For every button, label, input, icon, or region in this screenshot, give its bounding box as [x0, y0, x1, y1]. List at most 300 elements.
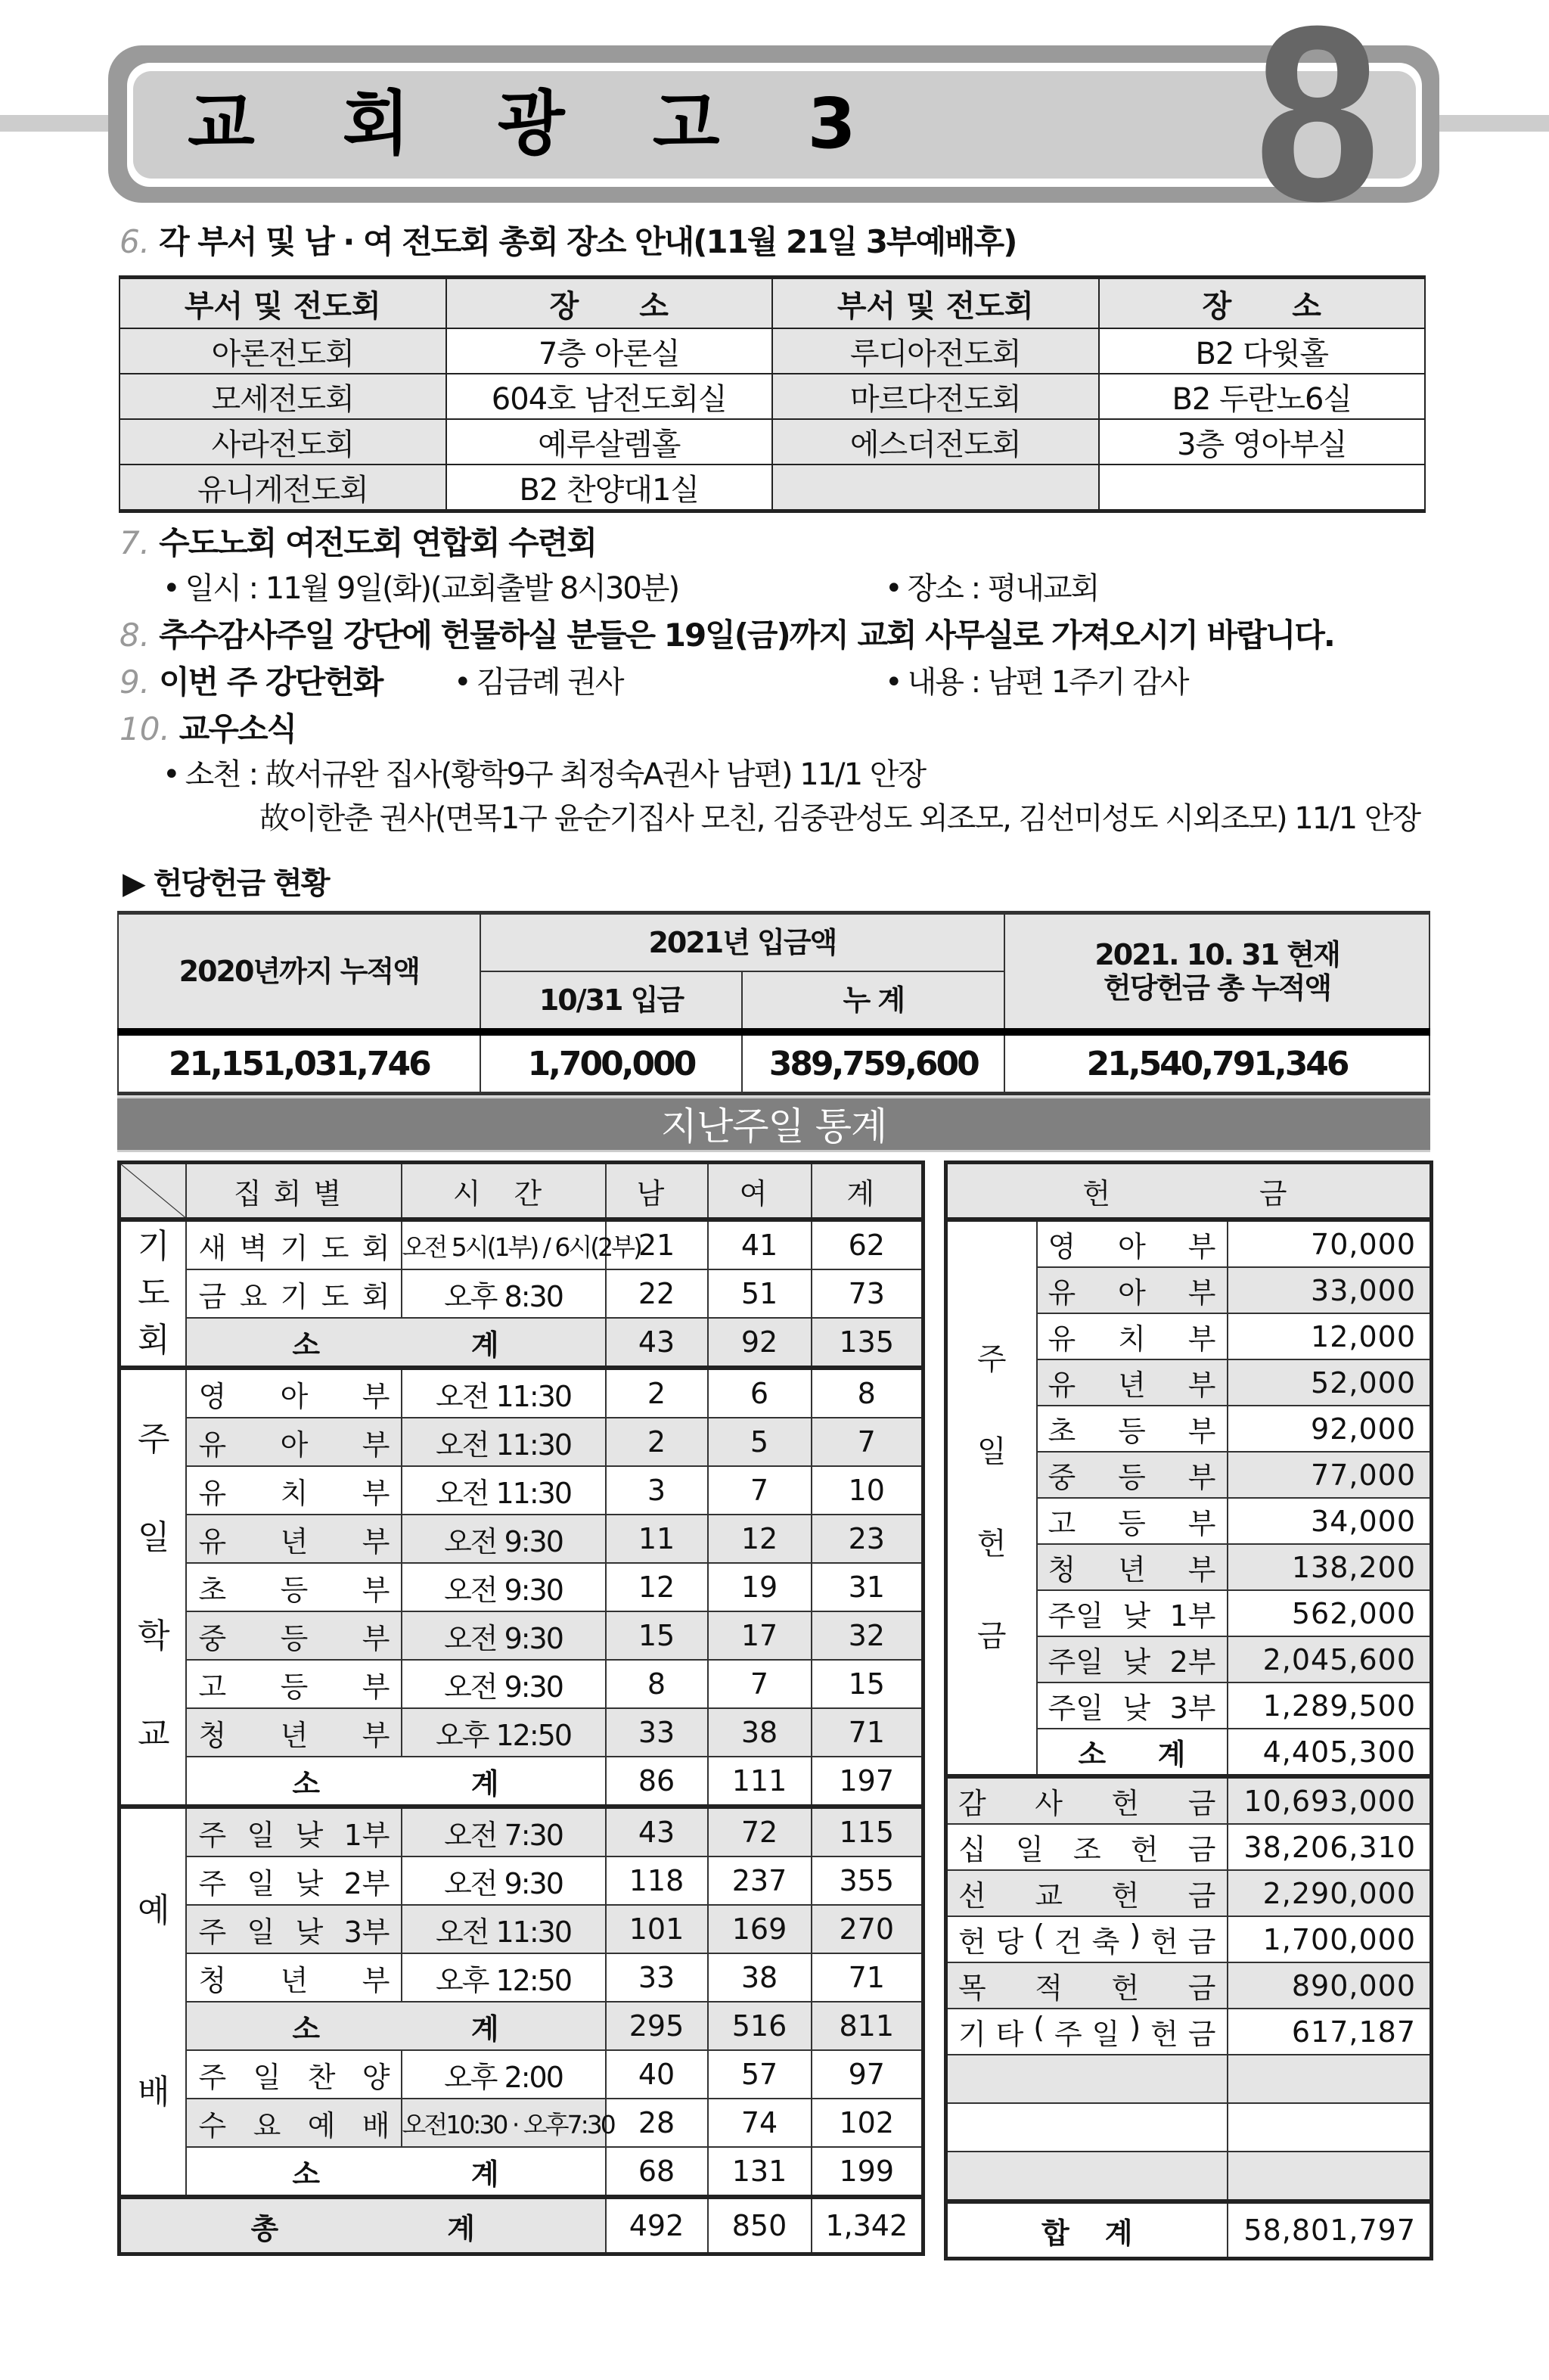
offering-name-text — [958, 2210, 1216, 2251]
count-m: 68 — [606, 2147, 708, 2197]
name-char: 합 — [1041, 2216, 1069, 2250]
name-char: 영 — [198, 1379, 227, 1413]
subtotal-label-text — [187, 1322, 605, 1363]
group-cell — [772, 465, 1099, 511]
count-f: 38 — [708, 1708, 812, 1757]
table-row — [120, 1418, 924, 1466]
name-char: 년 — [280, 1718, 309, 1752]
name-char: 유 — [198, 1428, 227, 1462]
name-char: 사 — [1035, 1787, 1063, 1820]
meeting-name — [186, 2099, 402, 2147]
table-row — [120, 1368, 924, 1418]
col-header: 계 — [812, 1163, 924, 1220]
table-row — [120, 2099, 924, 2147]
subtotal-row — [120, 1757, 924, 1807]
name-char: 고 — [198, 1670, 227, 1704]
meeting-time: 오전 11:30 — [402, 1418, 606, 1466]
offering-name-text — [1048, 1454, 1216, 1496]
meeting-time: 오전 5시(1부) / 6시(2부) — [402, 1220, 606, 1269]
count-t: 73 — [812, 1269, 924, 1318]
offering-name — [946, 2009, 1228, 2055]
count-m: 40 — [606, 2050, 708, 2099]
offering-amount: 2,290,000 — [1228, 1870, 1432, 1916]
name-char: 등 — [280, 1573, 309, 1607]
label-char: 소 — [292, 1766, 321, 1801]
grand-total-row — [946, 2201, 1432, 2259]
name-char: 1부 — [343, 1818, 390, 1852]
name-char: 회 — [362, 1279, 390, 1313]
name-char: 목 — [958, 1971, 986, 2005]
name-char: 주 — [1054, 2018, 1082, 2051]
offering-name — [1037, 1682, 1228, 1729]
name-char: 십 — [958, 1833, 986, 1866]
meeting-name — [186, 1953, 402, 2002]
col-header: 부서 및 전도회 — [772, 278, 1099, 329]
count-t: 197 — [812, 1757, 924, 1807]
name-char: 새 — [198, 1231, 227, 1265]
meeting-time: 오후 2:00 — [402, 2050, 606, 2099]
name-char: 낮 — [1122, 1599, 1151, 1633]
offering-name — [946, 1824, 1228, 1870]
name-char: 일 — [247, 1866, 275, 1900]
col-total-line2: 헌당헌금 총 누적액 — [1104, 971, 1331, 1005]
name-char: 회 — [362, 1231, 390, 1265]
category-label: 기도회 — [120, 1220, 186, 1368]
notice-9-who: • 김금례 권사 — [454, 663, 623, 702]
meeting-name — [186, 1905, 402, 1953]
offering-name — [1037, 1313, 1228, 1359]
name-char: 계 — [1104, 2216, 1133, 2250]
table-row — [946, 1824, 1432, 1870]
count-m: 8 — [606, 1660, 708, 1708]
meeting-name-text — [187, 2054, 401, 2096]
offering-amount: 1,700,000 — [1228, 1916, 1432, 1962]
name-char: 헌 — [1111, 1879, 1140, 1912]
venue-cell: B2 찬양대1실 — [446, 465, 773, 511]
count-t: 270 — [812, 1905, 924, 1953]
name-char: 기 — [280, 1231, 309, 1265]
name-char: 축 — [1091, 1925, 1120, 1959]
name-char: 부 — [362, 1476, 390, 1510]
name-char: 배 — [362, 2108, 390, 2142]
offering-amount: 138,200 — [1228, 1544, 1432, 1590]
venue-cell: 3층 영아부실 — [1099, 419, 1426, 465]
offering-amount: 1,289,500 — [1228, 1682, 1432, 1729]
table-row — [120, 328, 1425, 374]
blank-row — [946, 2103, 1432, 2152]
name-char: 당 — [995, 1925, 1024, 1959]
notice-number: 8. — [120, 617, 151, 654]
name-char: 초 — [1048, 1415, 1076, 1448]
col-header: 여 — [708, 1163, 812, 1220]
grand-total-label-text — [121, 2205, 605, 2247]
venue-cell: 예루살렘홀 — [446, 419, 773, 465]
name-char: 등 — [280, 1670, 309, 1704]
offering-name — [1037, 1267, 1228, 1313]
meeting-time: 오전 7:30 — [402, 1807, 606, 1856]
offering-name-text — [1048, 1316, 1216, 1357]
table-row — [120, 1905, 924, 1953]
table-row — [120, 374, 1425, 419]
name-char: 유 — [1048, 1322, 1076, 1356]
offering-name-text — [1048, 1223, 1216, 1265]
count-f: 92 — [708, 1318, 812, 1368]
offering-name-text — [1048, 1500, 1216, 1542]
group-cell: 에스더전도회 — [772, 419, 1099, 465]
name-char: 부 — [362, 1573, 390, 1607]
count-f: 7 — [708, 1466, 812, 1515]
name-char: 중 — [1048, 1461, 1076, 1494]
label-char: 계 — [470, 1766, 499, 1801]
name-char: 부 — [362, 1621, 390, 1655]
name-char: 건 — [1054, 1925, 1082, 1959]
name-char: 양 — [362, 2060, 390, 2094]
count-t: 15 — [812, 1660, 924, 1708]
notice-title: 교우소식 — [178, 710, 296, 747]
notice-number: 7. — [120, 524, 151, 561]
offering-header-text — [948, 1170, 1429, 1212]
meeting-time: 오전 9:30 — [402, 1611, 606, 1660]
meeting-name-text — [187, 1664, 401, 1705]
meeting-time: 오후 12:50 — [402, 1708, 606, 1757]
offering-table — [944, 1160, 1433, 2260]
table-row — [120, 1660, 924, 1708]
offering-name — [1037, 1729, 1228, 1776]
name-char: 금 — [1187, 2018, 1216, 2051]
subtotal-label-text — [187, 2006, 605, 2047]
name-char: ( — [1033, 1919, 1045, 1952]
group-cell: 마르다전도회 — [772, 374, 1099, 419]
meeting-name — [186, 1660, 402, 1708]
name-char: 벽 — [239, 1231, 268, 1265]
table-row — [120, 1220, 924, 1269]
name-char: 헌 — [1130, 1833, 1159, 1866]
count-f: 38 — [708, 1953, 812, 2002]
name-char: 헌 — [1111, 1971, 1140, 2005]
blank-cell — [946, 2152, 1228, 2201]
name-char: 영 — [1048, 1230, 1076, 1263]
offering-name — [1037, 1452, 1228, 1498]
name-char: 낮 — [1122, 1645, 1151, 1679]
blank-cell — [946, 2055, 1228, 2103]
subtotal-row — [120, 2147, 924, 2197]
offering-name-text — [1048, 1639, 1216, 1680]
meeting-name-text — [187, 1567, 401, 1608]
offering-status-table — [117, 911, 1430, 1095]
table-row — [120, 1269, 924, 1318]
count-m: 33 — [606, 1708, 708, 1757]
value-cumulative: 389,759,600 — [742, 1032, 1004, 1094]
count-m: 22 — [606, 1269, 708, 1318]
count-m: 101 — [606, 1905, 708, 1953]
total-count-m: 492 — [606, 2197, 708, 2254]
name-char: 부 — [362, 1428, 390, 1462]
count-f: 237 — [708, 1856, 812, 1905]
name-char: 찬 — [307, 2060, 336, 2094]
count-m: 33 — [606, 1953, 708, 2002]
venue-cell: 7층 아론실 — [446, 328, 773, 374]
name-char: 아 — [280, 1379, 309, 1413]
name-char: 치 — [1118, 1322, 1146, 1356]
offering-name-text — [958, 1780, 1216, 1822]
meeting-name — [186, 1368, 402, 1418]
meeting-name-text — [187, 1225, 401, 1266]
table-row — [946, 1962, 1432, 2009]
offering-name-text — [1048, 1546, 1216, 1588]
name-char: 주일 — [1048, 1599, 1104, 1633]
attendance-table — [117, 1160, 925, 2256]
offering-name — [1037, 1590, 1228, 1636]
offering-amount: 33,000 — [1228, 1267, 1432, 1313]
meeting-time: 오전 11:30 — [402, 1905, 606, 1953]
name-char: 주일 — [1048, 1645, 1104, 1679]
col-header: 부서 및 전도회 — [120, 278, 446, 329]
name-char: 청 — [198, 1963, 227, 1997]
count-m: 43 — [606, 1318, 708, 1368]
offering-amount: 38,206,310 — [1228, 1824, 1432, 1870]
venue-cell: B2 다윗홀 — [1099, 328, 1426, 374]
name-char: 예 — [307, 2108, 336, 2142]
notice-9-content: • 내용 : 남편 1주기 감사 — [885, 663, 1188, 702]
count-f: 57 — [708, 2050, 812, 2099]
notice-number: 6. — [120, 223, 151, 260]
meeting-name — [186, 1611, 402, 1660]
name-char: 부 — [1187, 1461, 1216, 1494]
offering-name-text — [1048, 1269, 1216, 1311]
blank-cell — [946, 2103, 1228, 2152]
offering-amount: 92,000 — [1228, 1406, 1432, 1452]
name-char: 등 — [1118, 1461, 1146, 1494]
meeting-name — [186, 1269, 402, 1318]
offering-name-text — [958, 2011, 1216, 2052]
subtotal-label-text — [187, 2151, 605, 2192]
venue-cell: 604호 남전도회실 — [446, 374, 773, 419]
col-prev-accum: 2020년까지 누적액 — [118, 913, 480, 1033]
name-char: 도 — [321, 1231, 349, 1265]
offering-name-text — [1048, 1592, 1216, 1634]
meeting-time: 오전 9:30 — [402, 1563, 606, 1611]
offering-name — [946, 1776, 1228, 1824]
count-m: 295 — [606, 2002, 708, 2050]
meeting-name — [186, 1220, 402, 1269]
name-char: 등 — [280, 1621, 309, 1655]
name-char: 주 — [198, 1915, 227, 1949]
table-row — [120, 1856, 924, 1905]
name-char: 주 — [198, 1866, 227, 1900]
meeting-name — [186, 1856, 402, 1905]
notice-10 — [120, 708, 296, 750]
meeting-time: 오후 12:50 — [402, 1953, 606, 2002]
count-t: 71 — [812, 1953, 924, 2002]
venue-table — [119, 275, 1426, 513]
count-t: 355 — [812, 1856, 924, 1905]
offering-name — [1037, 1406, 1228, 1452]
name-char: 요 — [253, 2108, 281, 2142]
offering-name-text — [958, 1872, 1216, 1914]
offering-name — [1037, 1544, 1228, 1590]
meeting-name — [186, 1708, 402, 1757]
subtotal-row — [120, 2002, 924, 2050]
venue-table-header — [120, 278, 1425, 329]
name-char: 낮 — [295, 1818, 324, 1852]
blank-row — [946, 2152, 1432, 2201]
offering-name — [946, 1916, 1228, 1962]
blank-cell — [1228, 2103, 1432, 2152]
blank-row — [946, 2055, 1432, 2103]
offering-amount: 12,000 — [1228, 1313, 1432, 1359]
count-t: 32 — [812, 1611, 924, 1660]
count-t: 23 — [812, 1515, 924, 1563]
meeting-name-text — [187, 1273, 401, 1315]
count-t: 71 — [812, 1708, 924, 1757]
header-char: 금 — [1259, 1176, 1287, 1210]
name-char: 도 — [321, 1279, 349, 1313]
notice-7 — [120, 522, 596, 564]
blank-cell — [1228, 2152, 1432, 2201]
offering-amount: 77,000 — [1228, 1452, 1432, 1498]
notice-7-place: • 장소 : 평내교회 — [885, 569, 1098, 608]
name-char: 일 — [253, 2060, 281, 2094]
count-m: 2 — [606, 1368, 708, 1418]
table-row — [120, 1953, 924, 2002]
name-char: 초 — [198, 1573, 227, 1607]
table-row — [946, 1776, 1432, 1824]
col-header: 집회별 — [186, 1163, 402, 1220]
count-f: 72 — [708, 1807, 812, 1856]
offering-name — [1037, 1636, 1228, 1682]
name-char: 교 — [1035, 1879, 1063, 1912]
name-char: 년 — [1118, 1369, 1146, 1402]
name-char: ) — [1129, 1919, 1141, 1952]
name-char: 감 — [958, 1787, 986, 1820]
name-char: 부 — [362, 1379, 390, 1413]
count-m: 15 — [606, 1611, 708, 1660]
value-total-accum: 21,540,791,346 — [1004, 1032, 1429, 1094]
count-m: 28 — [606, 2099, 708, 2147]
name-char: 등 — [1118, 1415, 1146, 1448]
name-char: 금 — [1187, 1833, 1216, 1866]
table-row — [946, 2009, 1432, 2055]
name-char: 등 — [1118, 1507, 1146, 1540]
meeting-name-text — [187, 1860, 401, 1902]
offering-name — [946, 2201, 1228, 2259]
name-char: 부 — [1187, 1276, 1216, 1310]
name-char: ( — [1033, 2011, 1045, 2044]
grand-total-amount: 58,801,797 — [1228, 2201, 1432, 2259]
category-label: 주일헌금 — [946, 1220, 1037, 1776]
offering-name-text — [1048, 1685, 1216, 1726]
offering-name — [946, 1870, 1228, 1916]
count-t: 115 — [812, 1807, 924, 1856]
name-char: 유 — [1048, 1369, 1076, 1402]
label-char: 계 — [470, 1328, 499, 1362]
name-char: 부 — [1187, 1507, 1216, 1540]
col-header: 남 — [606, 1163, 708, 1220]
name-char: 낮 — [295, 1915, 324, 1949]
name-char: 헌 — [1150, 2018, 1178, 2051]
notice-title: 수도노회 여전도회 연합회 수련회 — [159, 524, 596, 561]
count-f: 12 — [708, 1515, 812, 1563]
name-char: 금 — [1187, 1787, 1216, 1820]
name-char: 헌 — [1111, 1787, 1140, 1820]
total-count-t: 1,342 — [812, 2197, 924, 2254]
name-char: 소 — [1078, 1738, 1107, 1771]
meeting-name-text — [187, 1615, 401, 1657]
col-total-line1: 2021. 10. 31 현재 — [1094, 938, 1339, 971]
col-total-accum — [1004, 913, 1429, 1033]
name-char: 일 — [247, 1818, 275, 1852]
meeting-name — [186, 2050, 402, 2099]
group-cell: 사라전도회 — [120, 419, 446, 465]
venue-cell — [1099, 465, 1426, 511]
meeting-time: 오전 9:30 — [402, 1660, 606, 1708]
offering-name-text — [1048, 1408, 1216, 1449]
count-t: 10 — [812, 1466, 924, 1515]
label-char: 소 — [292, 2157, 321, 2191]
meeting-name-text — [187, 1421, 401, 1463]
count-f: 17 — [708, 1611, 812, 1660]
meeting-time: 오전10:30 · 오후7:30 — [402, 2099, 606, 2147]
meeting-name — [186, 1466, 402, 1515]
offering-name-text — [1048, 1731, 1216, 1773]
label-char: 계 — [470, 2012, 499, 2046]
offering-name-text — [958, 1965, 1216, 2006]
name-char: 부 — [1187, 1322, 1216, 1356]
name-char: 청 — [198, 1718, 227, 1752]
name-char: 청 — [1048, 1553, 1076, 1586]
category-label: 주일학교 — [120, 1368, 186, 1807]
name-char: 금 — [1187, 1925, 1216, 1959]
name-char: 금 — [1187, 1971, 1216, 2005]
name-char: 헌 — [1150, 1925, 1178, 1959]
offering-name — [946, 1962, 1228, 2009]
count-m: 3 — [606, 1466, 708, 1515]
offering-amount: 890,000 — [1228, 1962, 1432, 2009]
name-char: 주일 — [1048, 1692, 1104, 1725]
meeting-time: 오전 11:30 — [402, 1368, 606, 1418]
name-char: 중 — [198, 1621, 227, 1655]
offering-amount: 562,000 — [1228, 1590, 1432, 1636]
count-m: 43 — [606, 1807, 708, 1856]
table-row — [120, 2050, 924, 2099]
count-t: 62 — [812, 1220, 924, 1269]
page-title: 교 회 광 고 3 — [188, 83, 888, 164]
offering-amount: 2,045,600 — [1228, 1636, 1432, 1682]
category-label: 예배 — [120, 1807, 186, 2197]
count-t: 31 — [812, 1563, 924, 1611]
offering-name-text — [1048, 1362, 1216, 1403]
name-char: 3부 — [1169, 1692, 1216, 1725]
name-char: 부 — [362, 1670, 390, 1704]
name-char: 요 — [239, 1279, 268, 1313]
offering-name — [1037, 1220, 1228, 1267]
offering-amount: 10,693,000 — [1228, 1776, 1432, 1824]
notice-number: 10. — [120, 710, 170, 747]
meeting-name — [186, 1418, 402, 1466]
attendance-header — [120, 1163, 924, 1220]
name-char: 유 — [1048, 1276, 1076, 1310]
name-char: 금 — [198, 1279, 227, 1313]
offering-header-cell — [946, 1163, 1432, 1220]
offering-status-heading: ▶ 헌당헌금 현황 — [123, 866, 329, 901]
meeting-name-text — [187, 1470, 401, 1512]
name-char: 아 — [1118, 1276, 1146, 1310]
meeting-name — [186, 1807, 402, 1856]
col-2021-deposit: 2021년 입금액 — [480, 913, 1005, 971]
notice-8 — [120, 614, 1334, 657]
name-char: 일 — [1091, 2018, 1120, 2051]
name-char: 부 — [362, 1963, 390, 1997]
